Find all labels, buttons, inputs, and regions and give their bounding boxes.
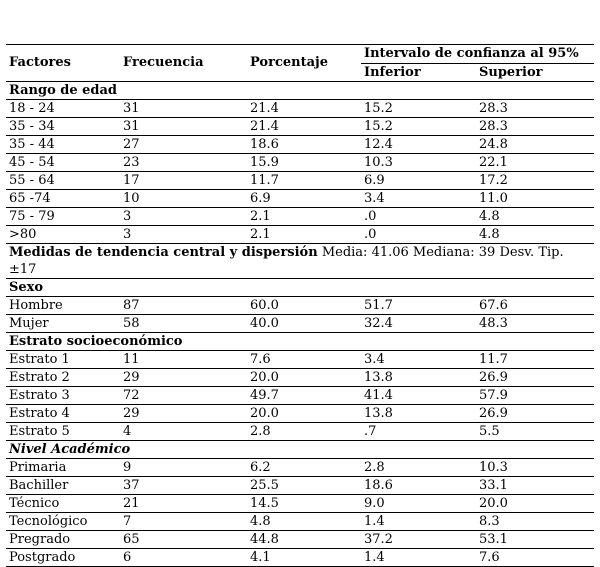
cell-superior: 17.2 bbox=[476, 172, 594, 190]
cell-superior: 53.1 bbox=[476, 531, 594, 549]
cell-factor: 55 - 64 bbox=[6, 172, 120, 190]
cell-frecuencia: 3 bbox=[120, 208, 247, 226]
cell-superior: 22.1 bbox=[476, 154, 594, 172]
table-row bbox=[6, 315, 594, 333]
cell-factor: Pregrado bbox=[6, 531, 120, 549]
cell-superior: 57.9 bbox=[476, 387, 594, 405]
cell-frecuencia: 7 bbox=[120, 513, 247, 531]
cell-factor: 75 - 79 bbox=[6, 208, 120, 226]
table-row bbox=[6, 477, 594, 495]
cell-factor: Estrato 3 bbox=[6, 387, 120, 405]
cell-porcentaje: 44.8 bbox=[247, 531, 361, 549]
cell-factor: 35 - 34 bbox=[6, 118, 120, 136]
cell-superior: 28.3 bbox=[476, 100, 594, 118]
section-title: Sexo bbox=[6, 279, 594, 297]
cell-superior: 7.6 bbox=[476, 549, 594, 567]
table-row bbox=[6, 190, 594, 208]
cell-superior: 4.8 bbox=[476, 226, 594, 244]
factors-table bbox=[6, 44, 594, 567]
cell-porcentaje: 21.4 bbox=[247, 118, 361, 136]
cell-factor: >80 bbox=[6, 226, 120, 244]
cell-porcentaje: 6.2 bbox=[247, 459, 361, 477]
cell-factor: Mujer bbox=[6, 315, 120, 333]
cell-superior: 28.3 bbox=[476, 118, 594, 136]
cell-factor: Estrato 2 bbox=[6, 369, 120, 387]
cell-porcentaje: 6.9 bbox=[247, 190, 361, 208]
table-row bbox=[6, 297, 594, 315]
cell-porcentaje: 40.0 bbox=[247, 315, 361, 333]
section-title: Estrato socioeconómico bbox=[6, 333, 594, 351]
table-row bbox=[6, 369, 594, 387]
section-header-edad bbox=[6, 82, 594, 100]
cell-superior: 67.6 bbox=[476, 297, 594, 315]
cell-superior: 26.9 bbox=[476, 405, 594, 423]
cell-superior: 11.0 bbox=[476, 190, 594, 208]
cell-porcentaje: 14.5 bbox=[247, 495, 361, 513]
table-row bbox=[6, 208, 594, 226]
table-row bbox=[6, 136, 594, 154]
table-row bbox=[6, 495, 594, 513]
section-title: Rango de edad bbox=[6, 82, 594, 100]
table-row bbox=[6, 351, 594, 369]
cell-factor: Primaria bbox=[6, 459, 120, 477]
cell-frecuencia: 29 bbox=[120, 369, 247, 387]
cell-factor: Bachiller bbox=[6, 477, 120, 495]
table-row bbox=[6, 100, 594, 118]
cell-factor: 45 - 54 bbox=[6, 154, 120, 172]
cell-factor: 35 - 44 bbox=[6, 136, 120, 154]
cell-superior: 10.3 bbox=[476, 459, 594, 477]
cell-inferior: 32.4 bbox=[361, 315, 476, 333]
cell-porcentaje: 7.6 bbox=[247, 351, 361, 369]
cell-superior: 24.8 bbox=[476, 136, 594, 154]
cell-factor: 65 -74 bbox=[6, 190, 120, 208]
cell-factor: Tecnológico bbox=[6, 513, 120, 531]
cell-frecuencia: 37 bbox=[120, 477, 247, 495]
cell-inferior: 13.8 bbox=[361, 369, 476, 387]
table-row bbox=[6, 459, 594, 477]
cell-porcentaje: 20.0 bbox=[247, 405, 361, 423]
cell-frecuencia: 23 bbox=[120, 154, 247, 172]
cell-superior: 20.0 bbox=[476, 495, 594, 513]
cell-frecuencia: 6 bbox=[120, 549, 247, 567]
cell-inferior: 1.4 bbox=[361, 549, 476, 567]
table-row bbox=[6, 387, 594, 405]
cell-inferior: 10.3 bbox=[361, 154, 476, 172]
cell-frecuencia: 31 bbox=[120, 118, 247, 136]
cell-porcentaje: 4.1 bbox=[247, 549, 361, 567]
col-header-factores: Factores bbox=[6, 45, 120, 82]
stats-values: Media: 41.06 Mediana: 39 Desv. Tip. ±17 bbox=[9, 245, 564, 277]
cell-frecuencia: 65 bbox=[120, 531, 247, 549]
cell-inferior: .0 bbox=[361, 208, 476, 226]
cell-frecuencia: 11 bbox=[120, 351, 247, 369]
cell-inferior: 3.4 bbox=[361, 351, 476, 369]
cell-frecuencia: 27 bbox=[120, 136, 247, 154]
cell-inferior: 18.6 bbox=[361, 477, 476, 495]
table-body bbox=[6, 82, 594, 567]
cell-factor: Técnico bbox=[6, 495, 120, 513]
col-header-porcentaje: Porcentaje bbox=[247, 45, 361, 82]
cell-inferior: 9.0 bbox=[361, 495, 476, 513]
cell-inferior: 3.4 bbox=[361, 190, 476, 208]
cell-frecuencia: 72 bbox=[120, 387, 247, 405]
cell-porcentaje: 2.1 bbox=[247, 208, 361, 226]
stats-label: Medidas de tendencia central y dispersión bbox=[9, 245, 318, 260]
table-row bbox=[6, 405, 594, 423]
table-row bbox=[6, 226, 594, 244]
col-header-intervalo: Intervalo de confianza al 95% bbox=[361, 45, 594, 64]
section-header-nivel bbox=[6, 441, 594, 459]
cell-frecuencia: 21 bbox=[120, 495, 247, 513]
cell-inferior: 6.9 bbox=[361, 172, 476, 190]
section-header-sexo bbox=[6, 279, 594, 297]
stats-cell bbox=[6, 244, 594, 279]
cell-porcentaje: 49.7 bbox=[247, 387, 361, 405]
cell-inferior: 13.8 bbox=[361, 405, 476, 423]
cell-superior: 5.5 bbox=[476, 423, 594, 441]
cell-superior: 26.9 bbox=[476, 369, 594, 387]
cell-superior: 33.1 bbox=[476, 477, 594, 495]
cell-inferior: 2.8 bbox=[361, 459, 476, 477]
cell-frecuencia: 58 bbox=[120, 315, 247, 333]
cell-factor: Postgrado bbox=[6, 549, 120, 567]
col-header-superior: Superior bbox=[476, 64, 594, 82]
stats-row bbox=[6, 244, 594, 279]
cell-inferior: 1.4 bbox=[361, 513, 476, 531]
cell-frecuencia: 17 bbox=[120, 172, 247, 190]
section-title: Nivel Académico bbox=[6, 441, 594, 459]
table-row bbox=[6, 423, 594, 441]
cell-factor: Hombre bbox=[6, 297, 120, 315]
cell-porcentaje: 2.1 bbox=[247, 226, 361, 244]
col-header-inferior: Inferior bbox=[361, 64, 476, 82]
cell-inferior: 15.2 bbox=[361, 118, 476, 136]
cell-frecuencia: 10 bbox=[120, 190, 247, 208]
cell-porcentaje: 11.7 bbox=[247, 172, 361, 190]
cell-porcentaje: 25.5 bbox=[247, 477, 361, 495]
cell-inferior: 15.2 bbox=[361, 100, 476, 118]
table-row bbox=[6, 549, 594, 567]
table-row bbox=[6, 154, 594, 172]
cell-frecuencia: 31 bbox=[120, 100, 247, 118]
cell-frecuencia: 3 bbox=[120, 226, 247, 244]
col-header-frecuencia: Frecuencia bbox=[120, 45, 247, 82]
cell-porcentaje: 4.8 bbox=[247, 513, 361, 531]
cell-porcentaje: 18.6 bbox=[247, 136, 361, 154]
cell-porcentaje: 15.9 bbox=[247, 154, 361, 172]
cell-factor: 18 - 24 bbox=[6, 100, 120, 118]
cell-factor: Estrato 4 bbox=[6, 405, 120, 423]
cell-frecuencia: 4 bbox=[120, 423, 247, 441]
cell-inferior: 51.7 bbox=[361, 297, 476, 315]
cell-factor: Estrato 1 bbox=[6, 351, 120, 369]
table-row bbox=[6, 513, 594, 531]
cell-frecuencia: 29 bbox=[120, 405, 247, 423]
cell-frecuencia: 87 bbox=[120, 297, 247, 315]
cell-porcentaje: 20.0 bbox=[247, 369, 361, 387]
cell-porcentaje: 2.8 bbox=[247, 423, 361, 441]
table-row bbox=[6, 118, 594, 136]
section-header-estrato bbox=[6, 333, 594, 351]
cell-porcentaje: 60.0 bbox=[247, 297, 361, 315]
cell-inferior: 37.2 bbox=[361, 531, 476, 549]
table-row bbox=[6, 531, 594, 549]
cell-factor: Estrato 5 bbox=[6, 423, 120, 441]
cell-superior: 11.7 bbox=[476, 351, 594, 369]
cell-inferior: .0 bbox=[361, 226, 476, 244]
cell-superior: 8.3 bbox=[476, 513, 594, 531]
cell-inferior: 41.4 bbox=[361, 387, 476, 405]
cell-superior: 48.3 bbox=[476, 315, 594, 333]
cell-porcentaje: 21.4 bbox=[247, 100, 361, 118]
cell-inferior: .7 bbox=[361, 423, 476, 441]
cell-inferior: 12.4 bbox=[361, 136, 476, 154]
cell-frecuencia: 9 bbox=[120, 459, 247, 477]
cell-superior: 4.8 bbox=[476, 208, 594, 226]
table-row bbox=[6, 172, 594, 190]
